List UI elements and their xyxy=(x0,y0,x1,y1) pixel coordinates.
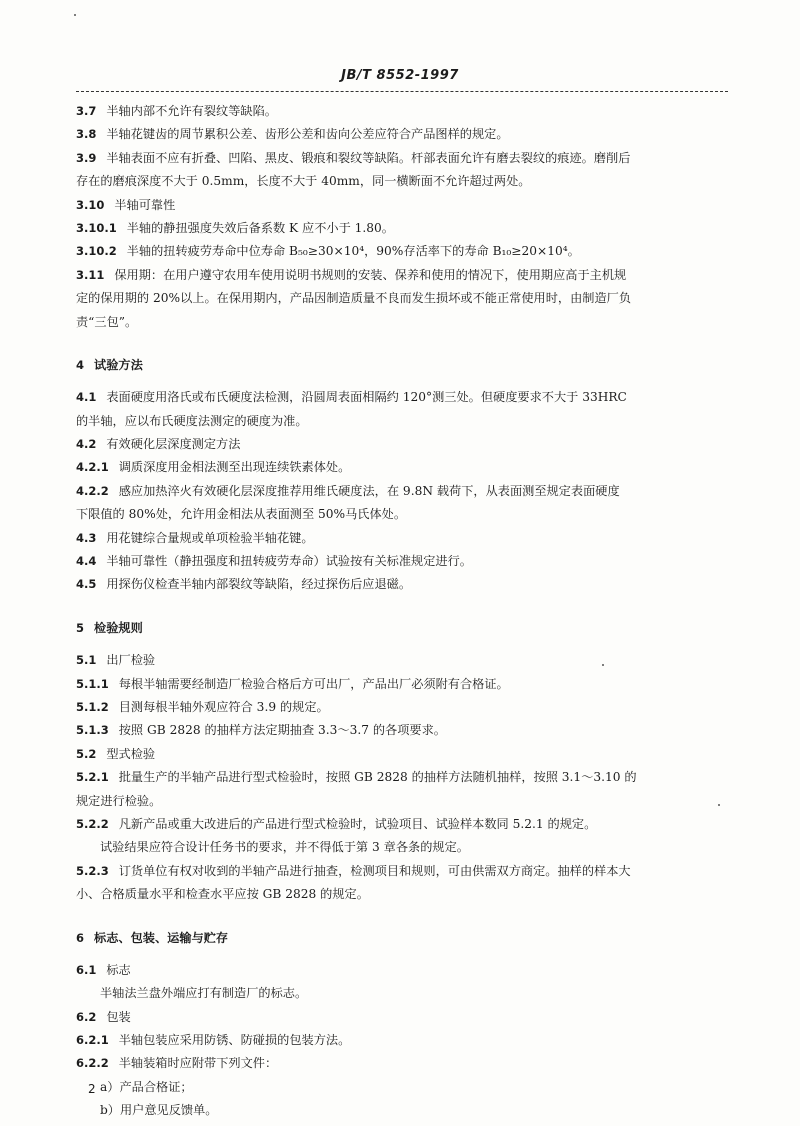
clause-6-1-cont: 半轴法兰盘外端应打有制造厂的标志。 xyxy=(100,986,308,1001)
clause-5-1-1: 5.1.1 每根半轴需要经制造厂检验合格后方可出厂，产品出厂必须附有合格证。 xyxy=(76,676,509,691)
clause-3-9-cont: 存在的磨痕深度不大于 0.5mm，长度不大于 40mm，同一横断面不允许超过两处。 xyxy=(76,174,531,189)
clause-3-9: 3.9 半轴表面不应有折叠、凹陷、黑皮、锻痕和裂纹等缺陷。杆部表面允许有磨去裂纹的痕迹。磨削后 xyxy=(76,150,631,165)
clause-5-1-3: 5.1.3 按照 GB 2828 的抽样方法定期抽查 3.3～3.7 的各项要求。 xyxy=(76,723,446,738)
clause-5-1: 5.1 出厂检验 xyxy=(76,653,156,668)
clause-3-11-cont-2: 责“三包”。 xyxy=(76,314,138,329)
section-4-heading: 4 试验方法 xyxy=(76,357,143,372)
clause-5-1-2: 5.1.2 目测每根半轴外观应符合 3.9 的规定。 xyxy=(76,699,329,714)
section-6-heading: 6 标志、包装、运输与贮存 xyxy=(76,930,229,945)
clause-4-2-2-cont: 下限值的 80%处，允许用金相法从表面测至 50%马氏体处。 xyxy=(76,507,407,522)
clause-3-11-cont-1: 定的保用期的 20%以上。在保用期内，产品因制造质量不良而发生损坏或不能正常使用时，由制造厂负 xyxy=(76,291,632,306)
scan-speck xyxy=(718,804,720,806)
clause-4-4: 4.4 半轴可靠性（静扭强度和扭转疲劳寿命）试验按有关标准规定进行。 xyxy=(76,554,472,569)
document-body xyxy=(76,100,728,1123)
clause-6-2-2: 6.2.2 半轴装箱时应附带下列文件： xyxy=(76,1056,278,1071)
list-item-b: b）用户意见反馈单。 xyxy=(100,1103,218,1118)
clause-6-2-1: 6.2.1 半轴包装应采用防锈、防碰损的包装方法。 xyxy=(76,1033,351,1048)
scan-speck xyxy=(602,664,604,666)
clause-5-2: 5.2 型式检验 xyxy=(76,746,156,761)
section-5-heading: 5 检验规则 xyxy=(76,620,143,635)
clause-3-10-1: 3.10.1 半轴的静扭强度失效后备系数 K 应不小于 1.80。 xyxy=(76,220,394,235)
clause-3-11: 3.11 保用期：在用户遵守农用车使用说明书规则的安装、保养和使用的情况下，使用期应高于主机规 xyxy=(76,267,627,282)
clause-4-1-cont: 的半轴，应以布氏硬度法测定的硬度为准。 xyxy=(76,413,308,428)
clause-4-2: 4.2 有效硬化层深度测定方法 xyxy=(76,437,241,452)
clause-6-1: 6.1 标志 xyxy=(76,962,131,977)
clause-3-10: 3.10 半轴可靠性 xyxy=(76,197,176,212)
clause-4-5: 4.5 用探伤仪检查半轴内部裂纹等缺陷，经过探伤后应退磁。 xyxy=(76,577,412,592)
clause-6-2: 6.2 包装 xyxy=(76,1009,131,1024)
clause-5-2-3: 5.2.3 订货单位有权对收到的半轴产品进行抽查，检测项目和规则，可由供需双方商定。抽样的样本大 xyxy=(76,863,631,878)
clause-3-10-2: 3.10.2 半轴的扭转疲劳寿命中位寿命 B₅₀≥30×10⁴，90%存活率下的寿命 B₁₀≥20×10⁴。 xyxy=(76,244,580,259)
list-item-a: a）产品合格证； xyxy=(100,1079,193,1094)
clause-5-2-1: 5.2.1 批量生产的半轴产品进行型式检验时，按照 GB 2828 的抽样方法随机抽样，按照 3.1～3.10 的 xyxy=(76,770,637,785)
scan-speck xyxy=(74,14,76,16)
clause-4-3: 4.3 用花键综合量规或单项检验半轴花键。 xyxy=(76,530,314,545)
clause-4-2-1: 4.2.1 调质深度用金相法测至出现连续铁素体处。 xyxy=(76,460,351,475)
clause-5-2-2: 5.2.2 凡新产品或重大改进后的产品进行型式检验时，试验项目、试验样本数同 5.2.1 的规定。 xyxy=(76,816,597,831)
page-number: 2 xyxy=(88,1082,96,1096)
clause-5-2-2-cont: 试验结果应符合设计任务书的要求，并不得低于第 3 章各条的规定。 xyxy=(100,840,469,855)
clause-5-2-1-cont: 规定进行检验。 xyxy=(76,793,162,808)
clause-3-7: 3.7 半轴内部不允许有裂纹等缺陷。 xyxy=(76,104,277,118)
header-rule xyxy=(76,91,728,92)
clause-4-2-2: 4.2.2 感应加热淬火有效硬化层深度推荐用维氏硬度法，在 9.8N 载荷下，从表面测至规定表面硬度 xyxy=(76,483,620,498)
standard-number-header: JB/T 8552-1997 xyxy=(341,68,459,83)
clause-3-8: 3.8 半轴花键齿的周节累积公差、齿形公差和齿向公差应符合产品图样的规定。 xyxy=(76,127,509,142)
clause-4-1: 4.1 表面硬度用洛氏或布氏硬度法检测，沿圆周表面相隔约 120°测三处。但硬度要求不大于 33HRC xyxy=(76,390,627,405)
clause-5-2-3-cont: 小、合格质量水平和检查水平应按 GB 2828 的规定。 xyxy=(76,887,369,902)
